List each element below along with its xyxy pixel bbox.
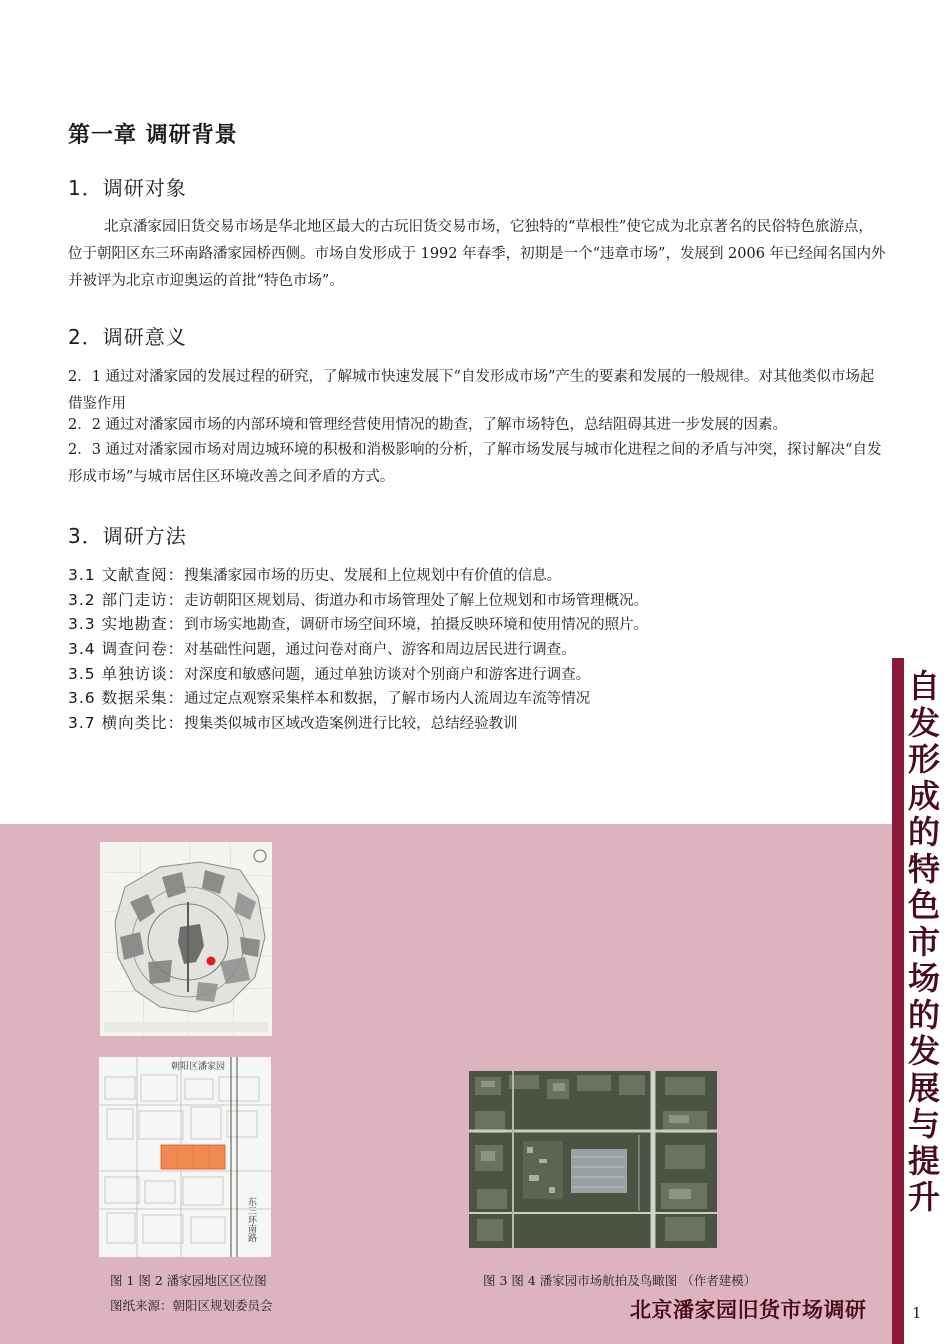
method-item xyxy=(68,637,868,662)
side-title-char: 的 xyxy=(907,813,940,851)
method-label: 3.5 单独访谈： xyxy=(68,664,185,683)
method-text: 搜集类似城市区域改造案例进行比较，总结经验教训 xyxy=(184,716,518,733)
section-heading-research-object: 1．调研对象 xyxy=(68,176,187,200)
figure-aerial-photo xyxy=(469,1071,717,1248)
method-label: 3.1 文献查阅： xyxy=(68,566,185,584)
side-title-char: 特 xyxy=(907,849,940,888)
method-label: 3.2 部门走访： xyxy=(68,590,185,609)
paragraph-research-object: 北京潘家园旧货交易市场是华北地区最大的古玩旧货交易市场，它独特的“草根性”使它成为北京著名的民俗特色旅游点，位于朝阳区东三环南路潘家园桥西侧。市场自发形成于 1992 年春季，初期是一个“违章市场”，发展到 2006 年已经闻名国内外并被评为北京市迎奥运的首批“特色市场”。 xyxy=(68,219,886,289)
site-map-top-label: 朝阳区潘家园 xyxy=(171,1062,226,1072)
method-item xyxy=(68,612,868,637)
side-title-char: 成 xyxy=(907,776,940,815)
method-label: 3.3 实地勘查： xyxy=(68,615,185,634)
side-title-char: 市 xyxy=(907,922,940,961)
footer-report-title: 北京潘家园旧货市场调研 xyxy=(630,1297,867,1322)
side-title-char: 自 xyxy=(907,667,940,705)
method-text: 通过定点观察采集样本和数据，了解市场内人流周边车流等情况 xyxy=(184,691,591,708)
section-heading-research-method: 3．调研方法 xyxy=(68,524,187,548)
side-title-char: 与 xyxy=(907,1105,940,1143)
method-item xyxy=(68,563,868,588)
method-text: 走访朝阳区规划局、街道办和市场管理处了解上位规划和市场管理概况。 xyxy=(184,592,649,609)
side-title-char: 的 xyxy=(907,995,940,1034)
page-number: 1 xyxy=(912,1304,922,1322)
figure-source-note: 图纸来源：朝阳区规划委员会 xyxy=(110,1298,273,1313)
method-item xyxy=(68,711,868,736)
side-title-char: 发 xyxy=(907,703,940,742)
method-text: 到市场实地勘查，调研市场空间环境，拍摄反映环境和使用情况的照片。 xyxy=(184,617,649,634)
paragraph-significance-3: 2．3 通过对潘家园市场对周边城环境的积极和消极影响的分析，了解市场发展与城市化进程之间的矛盾与冲突，探讨解决“自发形成市场”与城市居住区环境改善之间矛盾的方式。 xyxy=(68,442,882,485)
figure-site-map xyxy=(99,1057,271,1257)
paragraph-significance-1: 2．1 通过对潘家园的发展过程的研究，了解城市快速发展下“自发形成市场”产生的要素和发展的一般规律。对其他类似市场起借鉴作用 xyxy=(68,369,875,412)
figure-district-location-map xyxy=(100,842,272,1036)
method-item xyxy=(68,686,868,711)
method-text: 对基础性问题，通过问卷对商户、游客和周边居民进行调查。 xyxy=(184,642,576,659)
method-text: 搜集潘家园市场的历史、发展和上位规划中有价值的信息。 xyxy=(184,568,562,584)
method-list xyxy=(68,563,868,736)
method-label: 3.6 数据采集： xyxy=(68,689,185,708)
method-item xyxy=(68,588,868,613)
method-text: 对深度和敏感问题，通过单独访谈对个别商户和游客进行调查。 xyxy=(184,666,591,683)
side-vertical-title xyxy=(904,668,944,1216)
side-title-char: 提 xyxy=(907,1141,940,1180)
side-title-char: 形 xyxy=(907,740,940,778)
paragraph-significance-2: 2．2 通过对潘家园市场的内部环境和管理经营使用情况的勘查，了解市场特色，总结阻碍其进一步发展的因素。 xyxy=(68,417,788,433)
side-accent-bar xyxy=(892,658,904,1344)
side-title-char: 场 xyxy=(907,959,940,997)
side-title-char: 发 xyxy=(907,1032,940,1070)
method-item xyxy=(68,662,868,687)
side-title-char: 色 xyxy=(907,886,940,924)
figure-caption-location: 图 1 图 2 潘家园地区区位图 xyxy=(110,1273,267,1288)
site-map-road-label: 东三环南路 xyxy=(246,1197,256,1242)
side-title-char: 展 xyxy=(907,1068,940,1107)
section-heading-research-significance: 2．调研意义 xyxy=(68,325,187,349)
chapter-title: 第一章 调研背景 xyxy=(68,123,238,148)
figure-caption-aerial: 图 3 图 4 潘家园市场航拍及鸟瞰图 （作者建模） xyxy=(483,1273,757,1288)
method-label: 3.7 横向类比： xyxy=(68,714,185,733)
method-label: 3.4 调查问卷： xyxy=(68,640,185,659)
side-title-char: 升 xyxy=(907,1178,940,1216)
